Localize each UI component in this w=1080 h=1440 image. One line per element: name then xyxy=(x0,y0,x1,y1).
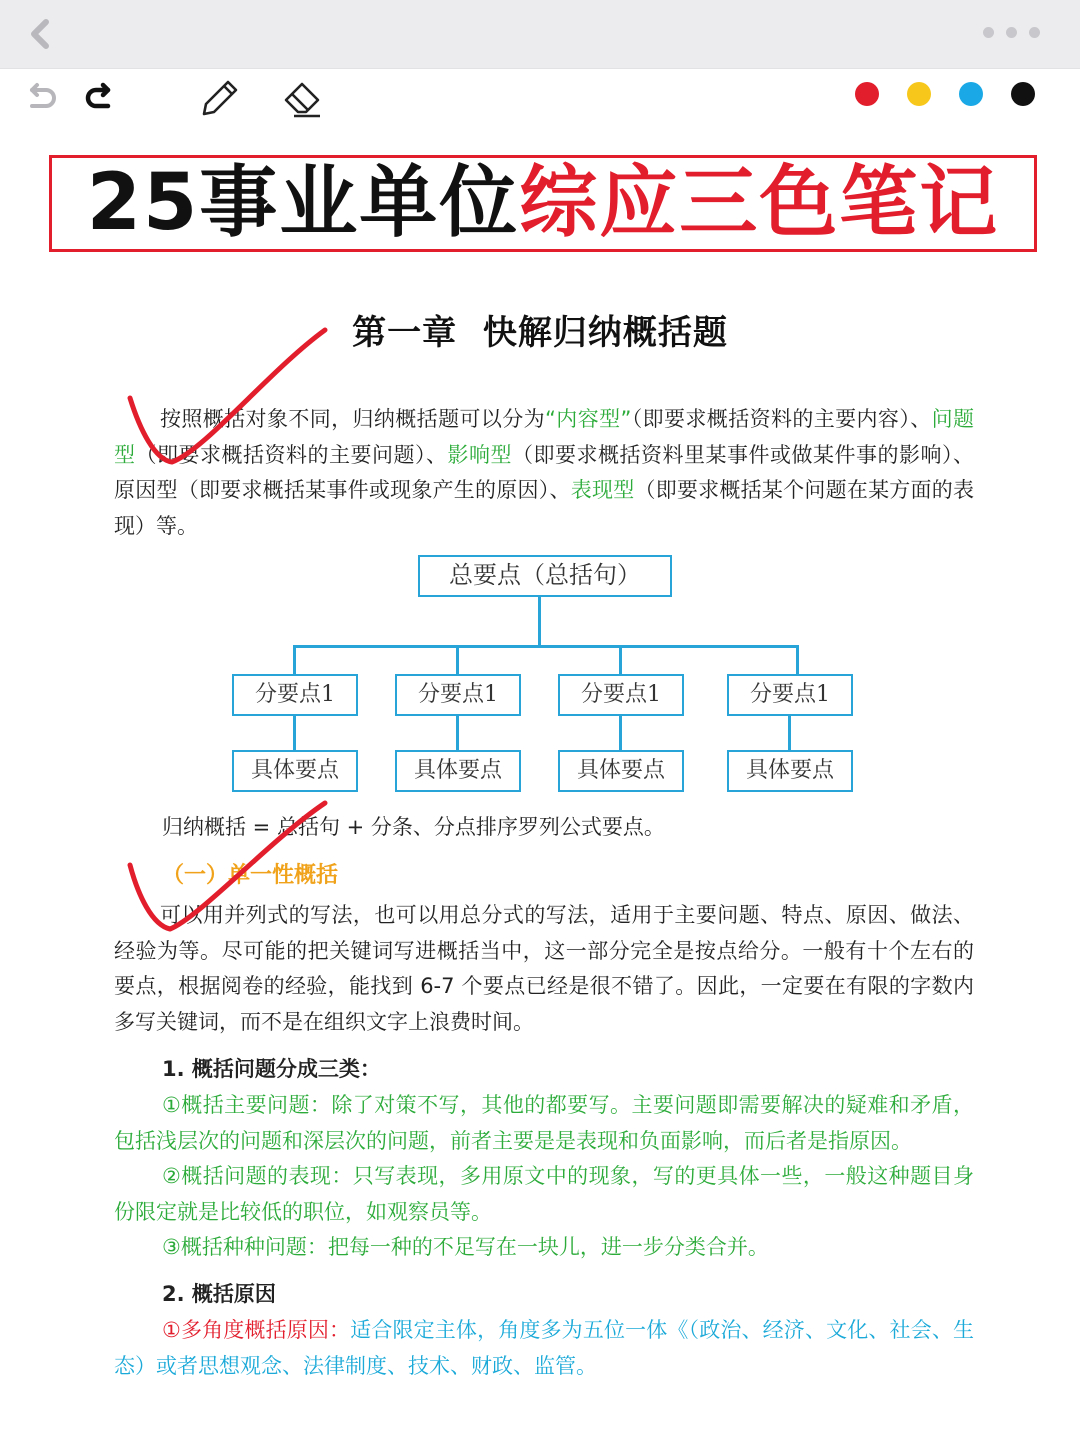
cause-item-1 xyxy=(114,1313,974,1384)
undo-icon[interactable] xyxy=(20,76,64,120)
pencil-icon[interactable] xyxy=(196,76,240,120)
diagram-detail-box-2: 具体要点 xyxy=(395,750,521,792)
back-chevron-icon[interactable] xyxy=(22,14,62,54)
intro-text-2: （即要求概括资料的主要内容）、 xyxy=(631,407,932,431)
diagram-top-box: 总要点（总括句） xyxy=(418,555,672,597)
term-impact-type: 影响型 xyxy=(447,442,512,467)
banner-title-red: 综应三色笔记 xyxy=(519,158,1000,248)
section1-body: 可以用并列式的写法，也可以用总分式的写法，适用于主要问题、特点、原因、做法、经验为等。尽可能的把关键词写进概括当中，这一部分完全是按点给分。一般有十个左右的要点，根据阅卷的经验，能找到 6-7 个要点已经是很不错了。因此，一定要在有限的字数内多写关键词，而不是在组织文字上浪费时间。 xyxy=(114,903,974,1034)
cause-item-text: 适合限定主体，角度多为五位一体《（政治、经济、文化、社会、生态）或者思想观念、法律制度、技术、财政、监管。 xyxy=(114,1318,974,1378)
blue-color-swatch[interactable] xyxy=(959,82,983,106)
cause-item-label: ①多角度概括原因： xyxy=(162,1318,351,1342)
term-content-type: “内容型” xyxy=(545,407,632,431)
title-banner xyxy=(49,155,1037,252)
intro-paragraph xyxy=(114,402,974,544)
top-app-bar xyxy=(0,0,1080,69)
diagram-sub-box-4: 分要点1 xyxy=(727,674,853,716)
heading-causes: 2. 概括原因 xyxy=(162,1282,276,1306)
yellow-color-swatch[interactable] xyxy=(907,82,931,106)
problem-type-item-2: ②概括问题的表现：只写表现，多用原文中的现象，写的更具体一些，一般这种题目身份限定就是比较低的职位，如观察员等。 xyxy=(114,1164,974,1224)
black-color-swatch[interactable] xyxy=(1011,82,1035,106)
red-color-swatch[interactable] xyxy=(855,82,879,106)
diagram-detail-box-3: 具体要点 xyxy=(558,750,684,792)
eraser-icon[interactable] xyxy=(280,76,324,120)
intro-text-1: 按照概括对象不同，归纳概括题可以分为 xyxy=(160,407,546,431)
diagram-detail-box-1: 具体要点 xyxy=(232,750,358,792)
problem-type-item-1: ①概括主要问题：除了对策不写，其他的都要写。主要问题即需要解决的疑难和矛盾，包括浅层次的问题和深层次的问题，前者主要是是表现和负面影响，而后者是指原因。 xyxy=(114,1093,974,1153)
intro-text-5: （即要求概括某个问题在某方面的表现）等。 xyxy=(114,478,975,538)
chapter-title: 第一章 快解归纳概括题 xyxy=(352,313,728,353)
problem-type-item-3: ③概括种种问题：把每一种的不足写在一块儿，进一步分类合并。 xyxy=(162,1235,769,1259)
formula-line: 归纳概括 = 总括句 + 分条、分点排序罗列公式要点。 xyxy=(162,815,665,839)
diagram-detail-box-4: 具体要点 xyxy=(727,750,853,792)
term-manifestation-type: 表现型 xyxy=(570,478,635,502)
section-heading-single: （一）单一性概括 xyxy=(162,863,339,888)
intro-text-4: （即要求概括资料里某事件或做某件事的影响）、原因型（即要求概括某事件或现象产生的原因）、 xyxy=(114,442,974,502)
heading-problem-types: 1. 概括问题分成三类： xyxy=(162,1057,381,1081)
redo-icon[interactable] xyxy=(78,76,122,120)
diagram-sub-box-2: 分要点1 xyxy=(395,674,521,716)
banner-title-black: 25事业单位 xyxy=(86,158,520,248)
more-options-icon[interactable] xyxy=(983,27,1040,38)
term-problem-type: 问题型 xyxy=(114,407,974,467)
intro-text-3: （即要求概括资料的主要问题）、 xyxy=(135,442,448,467)
diagram-sub-box-3: 分要点1 xyxy=(558,674,684,716)
diagram-sub-box-1: 分要点1 xyxy=(232,674,358,716)
